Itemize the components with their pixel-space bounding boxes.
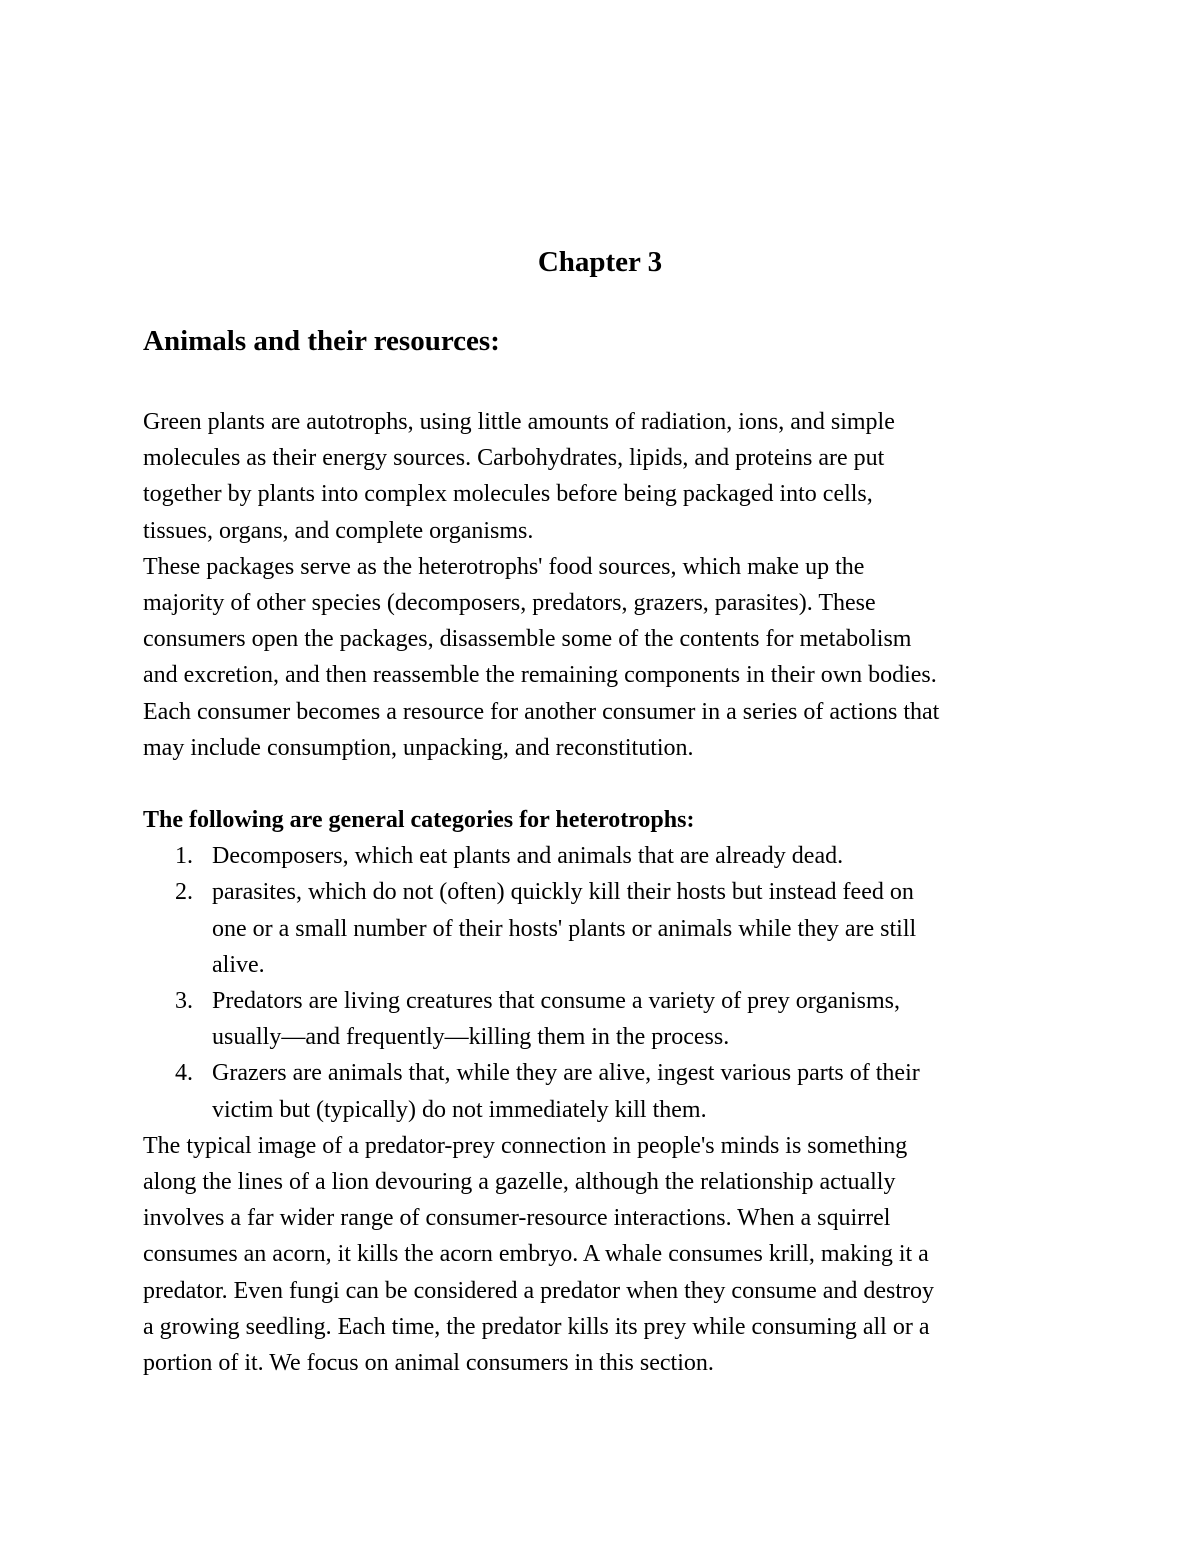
- text-line: The typical image of a predator-prey connection in people's minds is something: [143, 1132, 908, 1159]
- text-line: consumes an acorn, it kills the acorn embryo. A whale consumes krill, making it a: [143, 1241, 929, 1268]
- section-title: Animals and their resources:: [143, 325, 500, 357]
- text-line: Green plants are autotrophs, using little amounts of radiation, ions, and simple: [143, 409, 895, 435]
- text-line: consumers open the packages, disassemble some of the contents for metabolism: [143, 626, 912, 653]
- intro-paragraph: [143, 404, 1063, 766]
- text-line: and excretion, and then reassemble the remaining components in their own bodies.: [143, 662, 937, 689]
- list-item-line: parasites, which do not (often) quickly kill their hosts but instead feed on: [212, 879, 914, 906]
- list-item: [143, 838, 1063, 874]
- text-line: portion of it. We focus on animal consumers in this section.: [143, 1349, 714, 1376]
- text-line: together by plants into complex molecules before being packaged into cells,: [143, 481, 873, 508]
- text-line: along the lines of a lion devouring a gazelle, although the relationship actually: [143, 1168, 896, 1195]
- chapter-title: Chapter 3: [537, 246, 663, 278]
- closing-paragraph: [143, 1128, 1063, 1381]
- paragraph-gap: [143, 766, 1063, 802]
- list-number: 2.: [175, 879, 193, 906]
- list-item-line: one or a small number of their hosts' plants or animals while they are still: [212, 915, 917, 942]
- list-item-line: Decomposers, which eat plants and animals that are already dead.: [212, 843, 844, 870]
- list-item: [143, 983, 1063, 1055]
- text-line: predator. Even fungi can be considered a predator when they consume and destroy: [143, 1277, 935, 1304]
- list-item-line: victim but (typically) do not immediately kill them.: [212, 1096, 707, 1123]
- text-line: molecules as their energy sources. Carbohydrates, lipids, and proteins are put: [143, 445, 885, 472]
- list-item-line: alive.: [212, 951, 265, 978]
- list-item-line: Predators are living creatures that consume a variety of prey organisms,: [212, 988, 900, 1014]
- document-body: [143, 404, 1063, 1381]
- list-heading: The following are general categories for heterotrophs:: [143, 807, 695, 834]
- list-number: 4.: [175, 1060, 193, 1087]
- text-line: involves a far wider range of consumer-resource interactions. When a squirrel: [143, 1205, 891, 1232]
- list-item: [143, 874, 1063, 983]
- text-line: These packages serve as the heterotrophs' food sources, which make up the: [143, 553, 865, 580]
- list-item-line: usually—and frequently—killing them in the process.: [212, 1024, 730, 1051]
- text-line: tissues, organs, and complete organisms.: [143, 517, 534, 544]
- list-number: 3.: [175, 988, 193, 1014]
- text-line: majority of other species (decomposers, predators, grazers, parasites). These: [143, 589, 876, 616]
- list-item: [143, 1055, 1063, 1127]
- text-line: Each consumer becomes a resource for another consumer in a series of actions that: [143, 698, 940, 725]
- list-item-line: Grazers are animals that, while they are alive, ingest various parts of their: [212, 1060, 920, 1087]
- text-line: may include consumption, unpacking, and reconstitution.: [143, 734, 694, 761]
- heterotroph-list: [143, 838, 1063, 1128]
- list-number: 1.: [175, 843, 193, 870]
- text-line: a growing seedling. Each time, the predator kills its prey while consuming all or a: [143, 1313, 930, 1340]
